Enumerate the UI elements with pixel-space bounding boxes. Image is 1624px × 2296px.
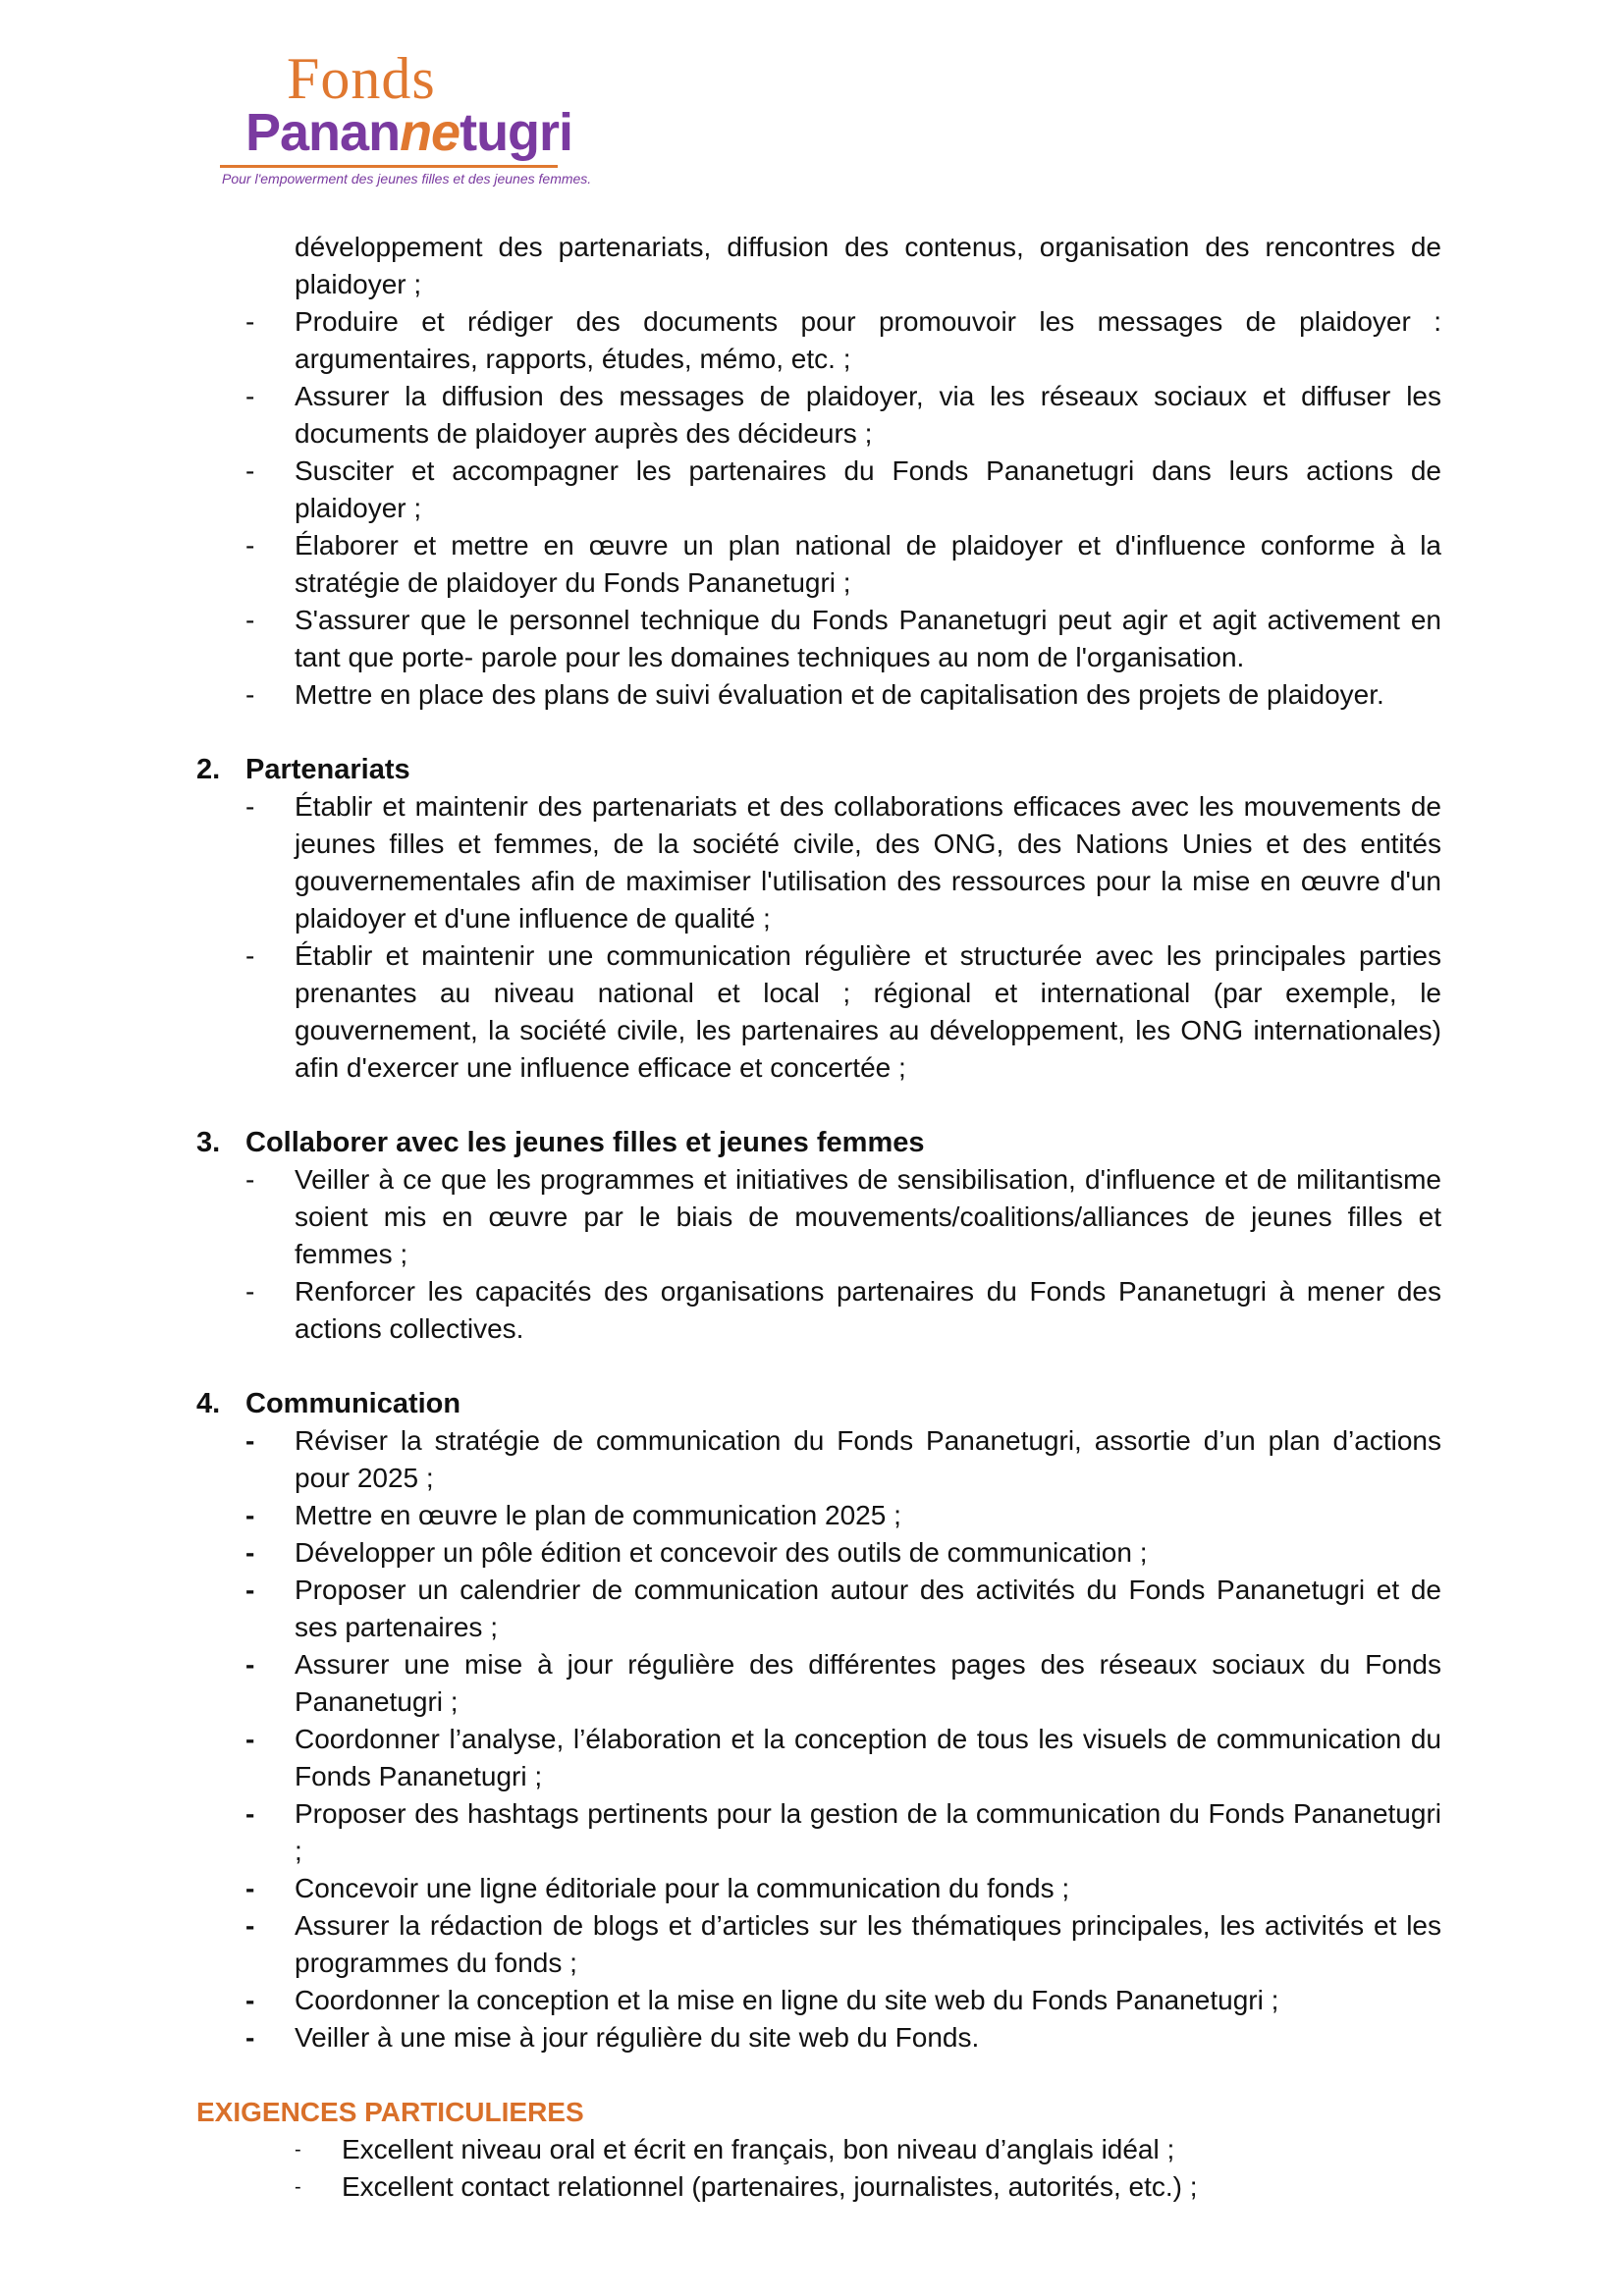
list-item: - Coordonner l’analyse, l’élaboration et la conception de tous les visuels de communication du Fonds Pananetugri ; — [245, 1724, 1441, 1791]
fonds-pananetugri-logo — [218, 39, 592, 196]
logo-word-fonds: Fonds — [287, 46, 436, 111]
list-item: - Veiller à ce que les programmes et initiatives de sensibilisation, d'influence et de militantisme soient mis en œuvre par le biais de mouvements/coalitions/alliances de jeunes filles et femmes ; — [245, 1164, 1441, 1269]
communication-list — [0, 1422, 1624, 2056]
advocacy-task-list — [0, 303, 1624, 714]
requirements-list — [0, 2131, 1624, 2206]
logo-divider — [220, 165, 558, 168]
list-item: - Établir et maintenir des partenariats et des collaborations efficaces avec les mouvements de jeunes filles et femmes, de la société civile, des ONG, des Nations Unies et des entités gouvernementales afin de maximiser l'utilisation des ressources pour la mise en œuvre d'un plaidoyer et d'une influence de qualité ; — [245, 791, 1441, 934]
list-item: - Assurer une mise à jour régulière des différentes pages des réseaux sociaux du Fonds Pananetugri ; — [245, 1649, 1441, 1717]
list-item: - Établir et maintenir une communication régulière et structurée avec les principales parties prenantes au niveau national et local ; régional et international (par exemple, le gouvernement, la société civile, les partenaires au développement, les ONG internationales) afin d'exercer une influence efficace et concertée ; — [245, 940, 1441, 1083]
list-item: - Coordonner la conception et la mise en ligne du site web du Fonds Pananetugri ; — [245, 1985, 1279, 2015]
list-item: - Produire et rédiger des documents pour promouvoir les messages de plaidoyer : argumentaires, rapports, études, mémo, etc. ; — [245, 306, 1441, 374]
section-heading-partenariats: 2. Partenariats — [196, 754, 410, 785]
list-item: - Assurer la rédaction de blogs et d’articles sur les thématiques principales, les activités et les programmes du fonds ; — [245, 1910, 1441, 1978]
partenariats-list — [0, 788, 1624, 1087]
list-item: - Veiller à une mise à jour régulière du site web du Fonds. — [245, 2022, 980, 2053]
requirements-heading: EXIGENCES PARTICULIERES — [196, 2097, 584, 2127]
collaborer-list — [0, 1161, 1624, 1348]
logo-tagline: Pour l'empowerment des jeunes filles et des jeunes femmes. — [222, 171, 592, 187]
list-item: - Susciter et accompagner les partenaires du Fonds Pananetugri dans leurs actions de plaidoyer ; — [245, 455, 1441, 523]
list-item: - Proposer des hashtags pertinents pour la gestion de la communication du Fonds Pananetugri ; — [245, 1798, 1441, 1866]
document-body — [0, 229, 1624, 2206]
list-item: - Assurer la diffusion des messages de plaidoyer, via les réseaux sociaux et diffuser les documents de plaidoyer auprès des décideurs ; — [245, 381, 1441, 449]
list-item: - Concevoir une ligne éditoriale pour la communication du fonds ; — [245, 1873, 1070, 1903]
continued-paragraph: développement des partenariats, diffusion des contenus, organisation des rencontres de plaidoyer ; — [295, 232, 1441, 299]
section-heading-communication: 4. Communication — [196, 1388, 461, 1419]
list-item: - Mettre en place des plans de suivi évaluation et de capitalisation des projets de plaidoyer. — [245, 679, 1384, 710]
list-item: - Réviser la stratégie de communication du Fonds Pananetugri, assortie d’un plan d’actions pour 2025 ; — [245, 1425, 1441, 1493]
list-item: - S'assurer que le personnel technique du Fonds Pananetugri peut agir et agit activement en tant que porte- parole pour les domaines techniques au nom de l'organisation. — [245, 605, 1441, 672]
list-item: - Élaborer et mettre en œuvre un plan national de plaidoyer et d'influence conforme à la stratégie de plaidoyer du Fonds Pananetugri ; — [245, 530, 1441, 598]
list-item: - Excellent contact relationnel (partenaires, journalistes, autorités, etc.) ; — [295, 2171, 1198, 2202]
list-item: - Proposer un calendrier de communication autour des activités du Fonds Pananetugri et de ses partenaires ; — [245, 1575, 1441, 1642]
list-item: - Développer un pôle édition et concevoir des outils de communication ; — [245, 1537, 1148, 1568]
list-item: - Renforcer les capacités des organisations partenaires du Fonds Pananetugri à mener des actions collectives. — [245, 1276, 1441, 1344]
list-item: - Mettre en œuvre le plan de communication 2025 ; — [245, 1500, 901, 1530]
logo-word-pananetugri: Panannetugri — [245, 103, 573, 162]
list-item: - Excellent niveau oral et écrit en français, bon niveau d’anglais idéal ; — [295, 2134, 1175, 2164]
section-heading-collaborer: 3. Collaborer avec les jeunes filles et jeunes femmes — [196, 1127, 925, 1158]
